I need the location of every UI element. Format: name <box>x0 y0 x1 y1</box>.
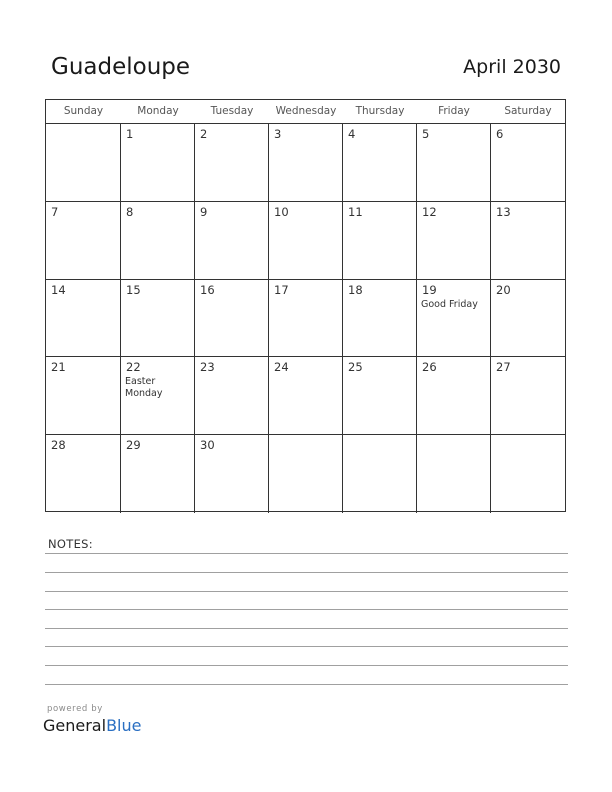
day-number: 2 <box>200 127 208 141</box>
day-cell-27[interactable] <box>491 357 565 435</box>
day-cell-20[interactable] <box>491 280 565 358</box>
day-number: 8 <box>126 204 134 219</box>
day-number: 18 <box>348 282 363 297</box>
brand-general-text: General <box>43 716 107 735</box>
notes-line <box>45 609 568 610</box>
day-number: 14 <box>51 282 66 297</box>
holiday-label: Easter Monday <box>125 376 163 400</box>
weekday-wednesday: Wednesday <box>275 105 337 117</box>
day-number: 22 <box>126 360 141 375</box>
day-cell-13[interactable] <box>491 202 565 280</box>
day-number: 12 <box>422 204 437 219</box>
day-number: 15 <box>126 282 141 297</box>
day-cell-23[interactable] <box>195 357 269 435</box>
day-cell-11[interactable] <box>343 202 417 280</box>
weekday-thursday: Thursday <box>355 105 405 117</box>
day-cell-15[interactable] <box>121 280 195 358</box>
day-cell-2[interactable] <box>195 124 269 202</box>
page-title: Guadeloupe <box>51 54 191 80</box>
day-number: 23 <box>200 360 215 375</box>
day-number: 7 <box>51 204 59 219</box>
weekday-friday: Friday <box>438 105 470 117</box>
day-number: 30 <box>200 438 215 453</box>
weekday-saturday: Saturday <box>504 105 552 117</box>
day-cell-19[interactable] <box>417 280 491 358</box>
month-year-label: April 2030 <box>463 56 561 78</box>
empty-day-cell[interactable] <box>343 435 417 513</box>
empty-day-cell[interactable] <box>417 435 491 513</box>
day-number: 13 <box>496 204 511 219</box>
day-number: 17 <box>274 282 289 297</box>
empty-day-cell[interactable] <box>491 435 565 513</box>
day-cell-14[interactable] <box>46 280 121 358</box>
empty-day-cell[interactable] <box>46 124 121 202</box>
day-number: 25 <box>348 360 363 375</box>
day-cell-18[interactable] <box>343 280 417 358</box>
day-cell-28[interactable] <box>46 435 121 513</box>
day-cell-4[interactable] <box>343 124 417 202</box>
day-number: 27 <box>496 360 511 375</box>
day-cell-16[interactable] <box>195 280 269 358</box>
notes-label: NOTES: <box>48 537 93 551</box>
notes-line <box>45 684 568 685</box>
day-number: 20 <box>496 282 511 297</box>
weekday-sunday: Sunday <box>63 105 104 117</box>
day-number: 11 <box>348 204 363 219</box>
day-number: 26 <box>422 360 437 375</box>
notes-line <box>45 665 568 666</box>
day-cell-10[interactable] <box>269 202 343 280</box>
weekday-monday: Monday <box>137 105 179 117</box>
day-number: 29 <box>126 438 141 453</box>
day-cell-25[interactable] <box>343 357 417 435</box>
day-number: 10 <box>274 204 289 219</box>
day-number: 19 <box>422 282 437 297</box>
day-cell-3[interactable] <box>269 124 343 202</box>
day-number: 4 <box>348 127 356 141</box>
day-cell-26[interactable] <box>417 357 491 435</box>
day-cell-9[interactable] <box>195 202 269 280</box>
day-cell-5[interactable] <box>417 124 491 202</box>
weekday-tuesday: Tuesday <box>210 105 254 117</box>
day-cell-29[interactable] <box>121 435 195 513</box>
day-cell-17[interactable] <box>269 280 343 358</box>
day-cell-30[interactable] <box>195 435 269 513</box>
weekday-header-row <box>46 100 565 124</box>
powered-by-label: powered by <box>47 704 103 714</box>
notes-line <box>45 628 568 629</box>
day-cell-1[interactable] <box>121 124 195 202</box>
day-cell-24[interactable] <box>269 357 343 435</box>
day-number: 1 <box>126 127 134 141</box>
day-cell-21[interactable] <box>46 357 121 435</box>
day-cell-7[interactable] <box>46 202 121 280</box>
day-number: 9 <box>200 204 208 219</box>
notes-line <box>45 572 568 573</box>
empty-day-cell[interactable] <box>269 435 343 513</box>
holiday-label: Good Friday <box>421 298 478 310</box>
day-number: 5 <box>422 127 430 141</box>
day-number: 24 <box>274 360 289 375</box>
day-cell-12[interactable] <box>417 202 491 280</box>
day-cell-6[interactable] <box>491 124 565 202</box>
generalblue-logo[interactable] <box>43 716 141 735</box>
day-number: 16 <box>200 282 215 297</box>
notes-line <box>45 553 568 554</box>
day-cell-8[interactable] <box>121 202 195 280</box>
day-number: 3 <box>274 127 282 141</box>
day-number: 21 <box>51 360 66 375</box>
brand-blue-text: Blue <box>106 716 142 735</box>
calendar-grid <box>45 99 566 512</box>
notes-line <box>45 646 568 647</box>
day-number: 28 <box>51 438 66 453</box>
notes-line <box>45 591 568 592</box>
day-cell-22[interactable] <box>121 357 195 435</box>
day-number: 6 <box>496 127 504 141</box>
